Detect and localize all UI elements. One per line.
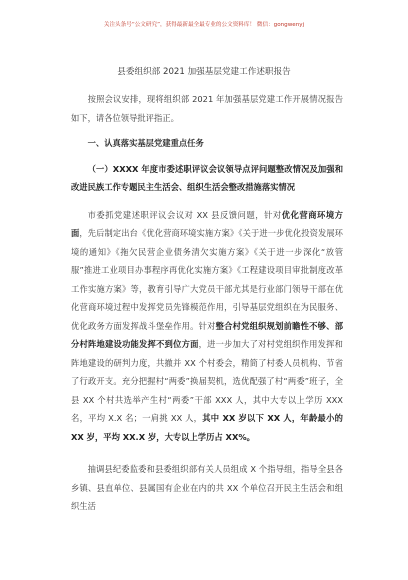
promo-banner: 关注头条号“公文研究”，获得最新最全最专业的公文资料库！ 微信：gongwenyj	[103, 22, 305, 28]
para-1-text-3: ，进一步加大了对村党组织作用发挥和阵地建设的研判力度，共撤并 XX 个村委会，精简了村委人员机构、节省了行政开支。充分把握村“两委”换届契机，选优配强了村“两委”班子，全县 XX 个村共选举产生村“两委”干部 XXX 人，其中大专以上学历 XXX 名，平均 X.X 名；一肩挑 XX 人，	[71, 339, 343, 423]
body-paragraph-1	[71, 206, 343, 447]
para-1-text-1: 市委抓党建述职评议会议对 XX 县反馈问题，针对	[87, 209, 282, 220]
document-title: 县委组织部 2021 加强基层党建工作述职报告	[117, 67, 291, 77]
para-1-bold-2: 整合村党组织规划前瞻性不够、部分村阵地建设功能发挥不到位方面	[71, 320, 343, 349]
subsection-heading-1-1: （一）XXXX 年度市委述职评议会议领导点评问题整改情况及加强和改进民族工作专题民主生活会、组织生活会整改措施落实情况	[71, 163, 343, 192]
intro-paragraph: 按照会议安排，现将组织部 2021 年加强基层党建工作开展情况报告如下，请各位领导批评指正。	[71, 94, 343, 123]
document-body	[71, 90, 343, 516]
para-1-bold-1: 优化营商环境方面	[71, 209, 343, 238]
para-1-text-2: ，先后制定出台《优化营商环境实施方案》《关于进一步优化投资发展环境的通知》《拖欠民营企业债务清欠实施方案》《关于进一步深化“放管服”推进工业项目办事程序再优化实施方案》《工程建设项目审批制度改革工作实施方案》等，教育引导广大党员干部尤其是行业部门领导干部在优化营商环境过程中发挥党员先锋模范作用，引导基层党组织在为民服务、优化政务方面发挥战斗堡垒作用。针对	[71, 228, 343, 331]
para-1-bold-3: 其中 XX 岁以下 XX 人，年龄最小的 XX 岁，平均 XX.X 岁，大专以上学历占 XX%。	[71, 413, 343, 442]
section-heading-1: 一、认真落实基层党建重点任务	[87, 138, 204, 148]
body-paragraph-2: 抽调县纪委监委和县委组织部有关人员组成 X 个指导组，指导全县各乡镇、县直单位、县属国有企业在内的共 XX 个单位召开民主生活会和组织生活	[71, 464, 343, 511]
